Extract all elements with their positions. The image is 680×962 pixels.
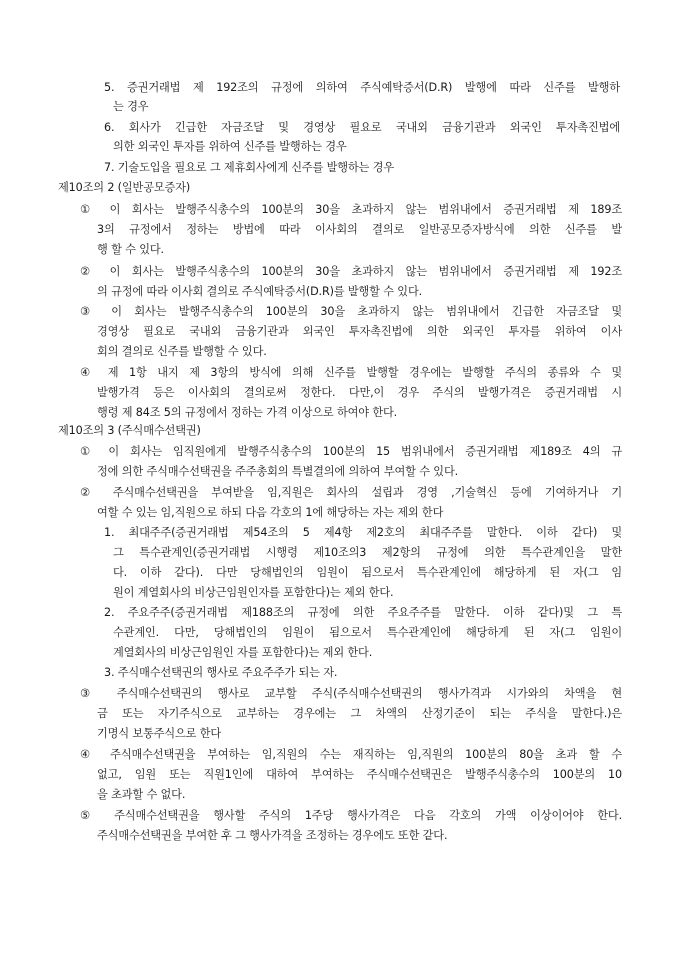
s10-3-p1-line1: ① 이 회사는 임직원에게 발행주식총수의 100분의 15 범위내에서 증권거래법 제189조 4의 규 xyxy=(80,445,622,458)
s10-2-p4-line1: ④ 제 1항 내지 제 3항의 방식에 의해 신주를 발행할 경우에는 발행할 주식의 종류와 수 및 xyxy=(80,366,622,379)
s10-2-p3-line2: 경영상 필요로 국내외 금융기관과 외국인 투자촉진법에 의한 외국인 투자를 위하여 이사 xyxy=(97,325,622,338)
s10-2-p3-line3: 회의 결의로 신주를 발행할 수 있다. xyxy=(97,345,267,358)
s10-3-p3-line3: 기명식 보통주식으로 한다 xyxy=(97,727,222,740)
section-10-2-heading: 제10조의 2 (일반공모증자) xyxy=(58,181,191,194)
section-10-3-heading: 제10조의 3 (주식매수선택권) xyxy=(58,424,201,437)
s10-3-p4-line2: 없고, 임원 또는 직원1인에 대하여 부여하는 주식매수선택권은 발행주식총수의 100분의 10 xyxy=(97,768,622,781)
s10-3-item2-line2: 수관계인. 다만, 당해법인의 임원이 됨으로서 특수관계인에 해당하게 된 자(그 임원이 xyxy=(113,626,622,639)
s10-3-p2-line2: 여할 수 있는 임,직원으로 하되 다음 각호의 1에 해당하는 자는 제외 한다 xyxy=(97,506,444,519)
s10-3-item2-line1: 2. 주요주주(증권거래법 제188조의 규정에 의한 주요주주를 말한다. 이하 같다)및 그 특 xyxy=(104,606,622,619)
item6-line1: 6. 회사가 긴급한 자금조달 및 경영상 필요로 국내외 금융기관과 외국인 투자촉진법에 xyxy=(104,121,620,134)
s10-2-p4-line2: 발행가격 등은 이사회의 결의로써 정한다. 다만,이 경우 주식의 발행가격은 증권거래법 시 xyxy=(97,386,622,399)
s10-2-p4-line3: 행령 제 84조 5의 규정에서 정하는 가격 이상으로 하여야 한다. xyxy=(97,406,398,419)
s10-3-p5-line2: 주식매수선택권을 부여한 후 그 행사가격을 조정하는 경우에도 또한 같다. xyxy=(97,829,448,842)
s10-3-p3-line1: ③ 주식매수선택권의 행사로 교부할 주식(주식매수선택권의 행사가격과 시가와의 차액을 현 xyxy=(80,687,622,700)
s10-2-p2-line2: 의 규정에 따라 이사회 결의로 주식예탁증서(D.R)를 발행할 수 있다. xyxy=(97,285,423,298)
s10-3-item1-line4: 원이 계열회사의 비상근임원인자를 포함한다)는 제외 한다. xyxy=(113,586,394,599)
s10-3-item3-line1: 3. 주식매수선택권의 행사로 주요주주가 되는 자. xyxy=(104,666,338,679)
item6-line2: 의한 외국인 투자를 위하여 신주를 발행하는 경우 xyxy=(113,140,347,153)
s10-3-p1-line2: 정에 의한 주식매수선택권을 주주총회의 특별결의에 의하여 부여할 수 있다. xyxy=(97,465,459,478)
s10-2-p1-line2: 3의 규정에서 정하는 방법에 따라 이사회의 결의로 일반공모증자방식에 의한 신주를 발 xyxy=(97,223,622,236)
s10-3-item1-line2: 그 특수관계인(증권거래법 시행령 제10조의3 제2항의 규정에 의한 특수관계인을 말한 xyxy=(113,546,622,559)
s10-2-p1-line3: 행 할 수 있다. xyxy=(97,243,164,256)
s10-3-p3-line2: 금 또는 자기주식으로 교부하는 경우에는 그 차액의 산정기준이 되는 주식을 말한다.)은 xyxy=(97,707,622,720)
s10-3-p4-line3: 을 초과할 수 없다. xyxy=(97,788,186,801)
s10-3-item1-line3: 다. 이하 같다). 다만 당해법인의 임원이 됨으로서 특수관계인에 해당하게 된 자(그 임 xyxy=(113,566,622,579)
s10-3-p4-line1: ④ 주식매수선택권을 부여하는 임,직원의 수는 재직하는 임,직원의 100분의 80을 초과 할 수 xyxy=(80,748,622,761)
s10-2-p1-line1: ① 이 회사는 발행주식총수의 100분의 30을 초과하지 않는 범위내에서 증권거래법 제 189조 xyxy=(80,203,622,216)
item7-line1: 7. 기술도입을 필요로 그 제휴회사에게 신주를 발행하는 경우 xyxy=(104,161,394,174)
s10-3-item1-line1: 1. 최대주주(증권거래법 제54조의 5 제4항 제2호의 최대주주를 말한다. 이하 같다) 및 xyxy=(104,526,622,539)
s10-2-p3-line1: ③ 이 회사는 발행주식총수의 100분의 30을 초과하지 않는 범위내에서 긴급한 자금조달 및 xyxy=(80,305,622,318)
s10-3-p5-line1: ⑤ 주식매수선택권을 행사할 주식의 1주당 행사가격은 다음 각호의 가액 이상이어야 한다. xyxy=(80,809,622,822)
item5-line1: 5. 증권거래법 제 192조의 규정에 의하여 주식예탁증서(D.R) 발행에 따라 신주를 발행하 xyxy=(104,81,620,94)
item5-line2: 는 경우 xyxy=(113,100,149,113)
s10-3-p2-line1: ② 주식매수선택권을 부여받을 임,직원은 회사의 설립과 경영 ,기술혁신 등에 기여하거나 기 xyxy=(80,486,622,499)
s10-2-p2-line1: ② 이 회사는 발행주식총수의 100분의 30을 초과하지 않는 범위내에서 증권거래법 제 192조 xyxy=(80,265,622,278)
s10-3-item2-line3: 계열회사의 비상근임원인 자를 포함한다)는 제외 한다. xyxy=(113,646,373,659)
